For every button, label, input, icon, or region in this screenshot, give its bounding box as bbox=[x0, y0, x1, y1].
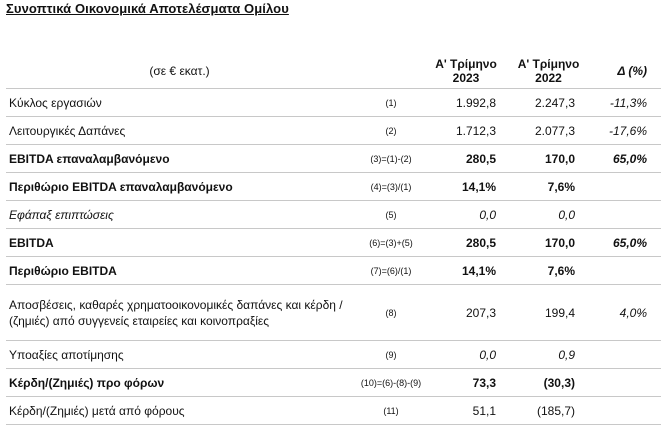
row-value-2023: 73,3 bbox=[426, 369, 506, 397]
col-a-header-line2: 2023 bbox=[452, 71, 480, 85]
table-row bbox=[6, 173, 661, 201]
row-delta bbox=[591, 257, 661, 285]
row-label: Υποαξίες αποτίμησης bbox=[6, 341, 356, 369]
row-note: (7)=(6)/(1) bbox=[356, 257, 426, 285]
row-value-2022: 170,0 bbox=[506, 229, 591, 257]
row-label: Περιθώριο EBITDA επαναλαμβανόμενο bbox=[6, 173, 356, 201]
row-delta bbox=[591, 397, 661, 425]
table-row bbox=[6, 89, 661, 117]
row-note: (2) bbox=[356, 117, 426, 145]
row-value-2022: 170,0 bbox=[506, 145, 591, 173]
units-label: (σε € εκατ.) bbox=[149, 64, 210, 78]
row-delta bbox=[591, 341, 661, 369]
row-value-2022: 199,4 bbox=[506, 285, 591, 341]
row-label: EBITDA bbox=[6, 229, 356, 257]
table-row bbox=[6, 285, 661, 341]
row-note: (4)=(3)/(1) bbox=[356, 173, 426, 201]
row-value-2022: 0,0 bbox=[506, 201, 591, 229]
row-note: (8) bbox=[356, 285, 426, 341]
row-note: (3)=(1)-(2) bbox=[356, 145, 426, 173]
row-value-2022: 0,9 bbox=[506, 341, 591, 369]
row-value-2022: (185,7) bbox=[506, 397, 591, 425]
row-delta bbox=[591, 173, 661, 201]
row-value-2022: 2.077,3 bbox=[506, 117, 591, 145]
row-note: (5) bbox=[356, 201, 426, 229]
table-row bbox=[6, 201, 661, 229]
row-value-2022: 2.247,3 bbox=[506, 89, 591, 117]
row-value-2023: 51,1 bbox=[426, 397, 506, 425]
row-delta: -17,6% bbox=[591, 117, 661, 145]
table-row bbox=[6, 145, 661, 173]
row-delta: 65,0% bbox=[591, 145, 661, 173]
row-value-2023: 280,5 bbox=[426, 145, 506, 173]
row-label: Λειτουργικές Δαπάνες bbox=[6, 117, 356, 145]
page-title: Συνοπτικά Οικονομικά Αποτελέσματα Ομίλου bbox=[6, 1, 289, 16]
delta-header: Δ (%) bbox=[617, 64, 647, 78]
row-value-2023: 14,1% bbox=[426, 173, 506, 201]
row-note: (10)=(6)-(8)-(9) bbox=[356, 369, 426, 397]
row-note: (1) bbox=[356, 89, 426, 117]
row-value-2023: 207,3 bbox=[426, 285, 506, 341]
row-value-2023: 14,1% bbox=[426, 257, 506, 285]
table-row bbox=[6, 117, 661, 145]
financial-results-table bbox=[6, 54, 661, 425]
row-value-2023: 0,0 bbox=[426, 341, 506, 369]
table-row bbox=[6, 341, 661, 369]
col-b-header-line2: 2022 bbox=[535, 71, 562, 85]
row-value-2022: 7,6% bbox=[506, 173, 591, 201]
row-delta: 65,0% bbox=[591, 229, 661, 257]
col-a-header-line1: Α' Τρίμηνο bbox=[435, 57, 497, 71]
row-note: (6)=(3)+(5) bbox=[356, 229, 426, 257]
row-value-2023: 0,0 bbox=[426, 201, 506, 229]
col-a-header bbox=[426, 54, 506, 89]
row-label: Κέρδη/(Ζημιές) προ φόρων bbox=[6, 369, 356, 397]
row-label: Εφάπαξ επιπτώσεις bbox=[6, 201, 356, 229]
col-b-header bbox=[506, 54, 591, 89]
row-delta: 4,0% bbox=[591, 285, 661, 341]
row-value-2022: (30,3) bbox=[506, 369, 591, 397]
table-row bbox=[6, 369, 661, 397]
row-value-2023: 1.992,8 bbox=[426, 89, 506, 117]
row-delta bbox=[591, 201, 661, 229]
row-label: Κέρδη/(Ζημιές) μετά από φόρους bbox=[6, 397, 356, 425]
row-value-2023: 1.712,3 bbox=[426, 117, 506, 145]
table-row bbox=[6, 257, 661, 285]
row-label: Αποσβέσεις, καθαρές χρηματοοικονομικές δαπάνες και κέρδη / (ζημιές) από συγγενείς εταιρείες και κοινοπραξίες bbox=[6, 285, 356, 341]
row-label: Περιθώριο EBITDA bbox=[6, 257, 356, 285]
row-note: (9) bbox=[356, 341, 426, 369]
table-header-row bbox=[6, 54, 661, 89]
col-b-header-line1: Α' Τρίμηνο bbox=[517, 57, 580, 71]
row-delta: -11,3% bbox=[591, 89, 661, 117]
row-delta bbox=[591, 369, 661, 397]
table-row bbox=[6, 397, 661, 425]
table-row bbox=[6, 229, 661, 257]
row-label: Κύκλος εργασιών bbox=[6, 89, 356, 117]
row-note: (11) bbox=[356, 397, 426, 425]
row-label: EBITDA επαναλαμβανόμενο bbox=[6, 145, 356, 173]
row-value-2022: 7,6% bbox=[506, 257, 591, 285]
note-header bbox=[356, 54, 426, 89]
row-value-2023: 280,5 bbox=[426, 229, 506, 257]
